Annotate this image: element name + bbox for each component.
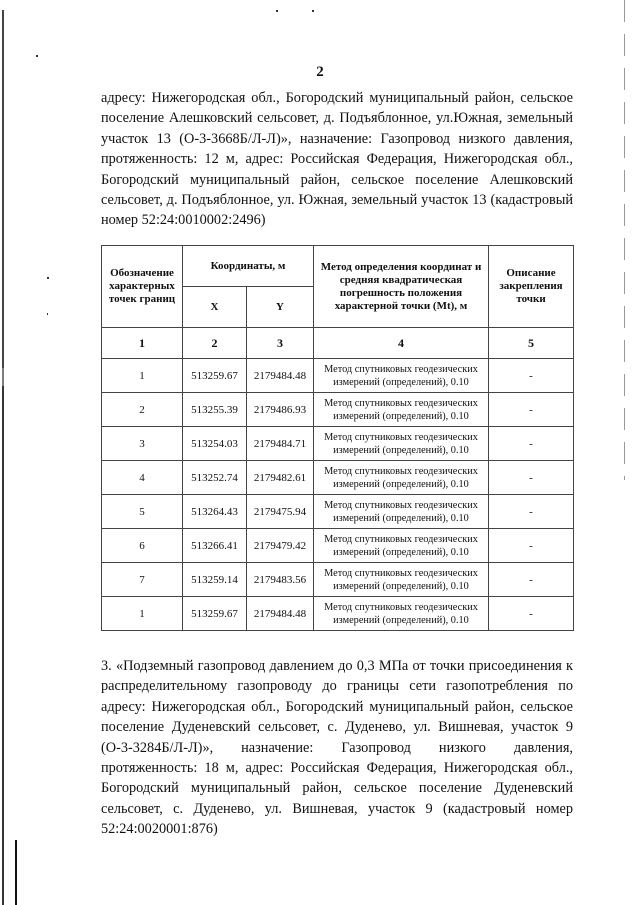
cell-x: 513264.43 [183, 495, 247, 529]
cell-point: 5 [102, 495, 183, 529]
column-number: 5 [489, 328, 574, 359]
cell-method: Метод спутниковых геодезических измерений (определений), 0.10 [314, 427, 489, 461]
paragraph-item-3: 3. «Подземный газопровод давлением до 0,3 МПа от точки присоединения к распределительному газопроводу до границы сети газопотребления по адресу: Нижегородская обл., Богородский муниципальный район, сельское поселение Дуденевский сельсовет, с. Дуденево, ул. Вишневая, участок 9 (О-3-3284Б/Л-Л)», назначение: Газопровод низкого давления, протяженность: 18 м, адрес: Российская Федерация, Нижегородская обл., Богородский муниципальный район, сельское поселение Дуденевский сельсовет, с. Дуденево, ул. Вишневая, участок 9 (кадастровый номер 52:24:0020001:876) [101, 658, 573, 838]
cell-point: 2 [102, 393, 183, 427]
table-row [102, 597, 574, 631]
cell-point: 1 [102, 359, 183, 393]
header-x: X [183, 287, 247, 328]
cell-method: Метод спутниковых геодезических измерений (определений), 0.10 [314, 597, 489, 631]
cell-y: 2179482.61 [247, 461, 314, 495]
cell-point: 4 [102, 461, 183, 495]
cell-x: 513259.67 [183, 597, 247, 631]
cell-method: Метод спутниковых геодезических измерений (определений), 0.10 [314, 563, 489, 597]
scan-edge-left [2, 10, 4, 905]
cell-point: 3 [102, 427, 183, 461]
table-row [102, 393, 574, 427]
column-number: 2 [183, 328, 247, 359]
page-number: 2 [316, 64, 324, 80]
cell-y: 2179475.94 [247, 495, 314, 529]
cell-point: 6 [102, 529, 183, 563]
coordinates-table [101, 245, 574, 631]
header-y: Y [247, 287, 314, 328]
cell-method: Метод спутниковых геодезических измерений (определений), 0.10 [314, 495, 489, 529]
table-row [102, 529, 574, 563]
column-number: 4 [314, 328, 489, 359]
table-row [102, 427, 574, 461]
cell-fixing: - [489, 529, 574, 563]
cell-method: Метод спутниковых геодезических измерений (определений), 0.10 [314, 393, 489, 427]
scan-speck [47, 313, 48, 315]
cell-method: Метод спутниковых геодезических измерений (определений), 0.10 [314, 359, 489, 393]
cell-x: 513266.41 [183, 529, 247, 563]
table-row [102, 461, 574, 495]
cell-fixing: - [489, 597, 574, 631]
column-numbers-row [102, 328, 574, 359]
cell-x: 513254.03 [183, 427, 247, 461]
scan-speck [47, 277, 49, 279]
cell-x: 513259.67 [183, 359, 247, 393]
cell-y: 2179483.56 [247, 563, 314, 597]
table-row [102, 495, 574, 529]
header-coordinates: Координаты, м [183, 246, 314, 287]
scan-speck [312, 10, 314, 12]
cell-x: 513252.74 [183, 461, 247, 495]
column-number: 3 [247, 328, 314, 359]
cell-method: Метод спутниковых геодезических измерений (определений), 0.10 [314, 529, 489, 563]
cell-fixing: - [489, 359, 574, 393]
header-point-label: Обозначение характерных точек границ [102, 246, 183, 328]
scan-speck [276, 10, 278, 12]
paragraph-continuation: адресу: Нижегородская обл., Богородский муниципальный район, сельское поселение Алешковский сельсовет, д. Подъяблонное, ул.Южная, земельный участок 13 (О-3-3668Б/Л-Л)», назначение: Газопровод низкого давления, протяженность: 12 м, адрес: Российская Федерация, Нижегородская обл., Богородский муниципальный район, сельское поселение Алешковский сельсовет, д. Подъяблонное, ул. Южная, земельный участок 13 (кадастровый номер 52:24:0010002:2496) [101, 90, 573, 229]
cell-point: 7 [102, 563, 183, 597]
scan-edge-left-bottom [15, 840, 17, 905]
cell-point: 1 [102, 597, 183, 631]
cell-fixing: - [489, 427, 574, 461]
table-row [102, 359, 574, 393]
cell-fixing: - [489, 495, 574, 529]
scan-speck [36, 55, 38, 57]
header-method: Метод определения координат и средняя квадратическая погрешность положения характерной точки (Mt), м [314, 246, 489, 328]
cell-x: 513255.39 [183, 393, 247, 427]
table-row [102, 563, 574, 597]
cell-fixing: - [489, 461, 574, 495]
cell-x: 513259.14 [183, 563, 247, 597]
cell-fixing: - [489, 393, 574, 427]
cell-y: 2179484.71 [247, 427, 314, 461]
cell-y: 2179484.48 [247, 359, 314, 393]
column-number: 1 [102, 328, 183, 359]
header-fixing: Описание закрепления точки [489, 246, 574, 328]
cell-fixing: - [489, 563, 574, 597]
cell-method: Метод спутниковых геодезических измерений (определений), 0.10 [314, 461, 489, 495]
cell-y: 2179486.93 [247, 393, 314, 427]
cell-y: 2179479.42 [247, 529, 314, 563]
cell-y: 2179484.48 [247, 597, 314, 631]
